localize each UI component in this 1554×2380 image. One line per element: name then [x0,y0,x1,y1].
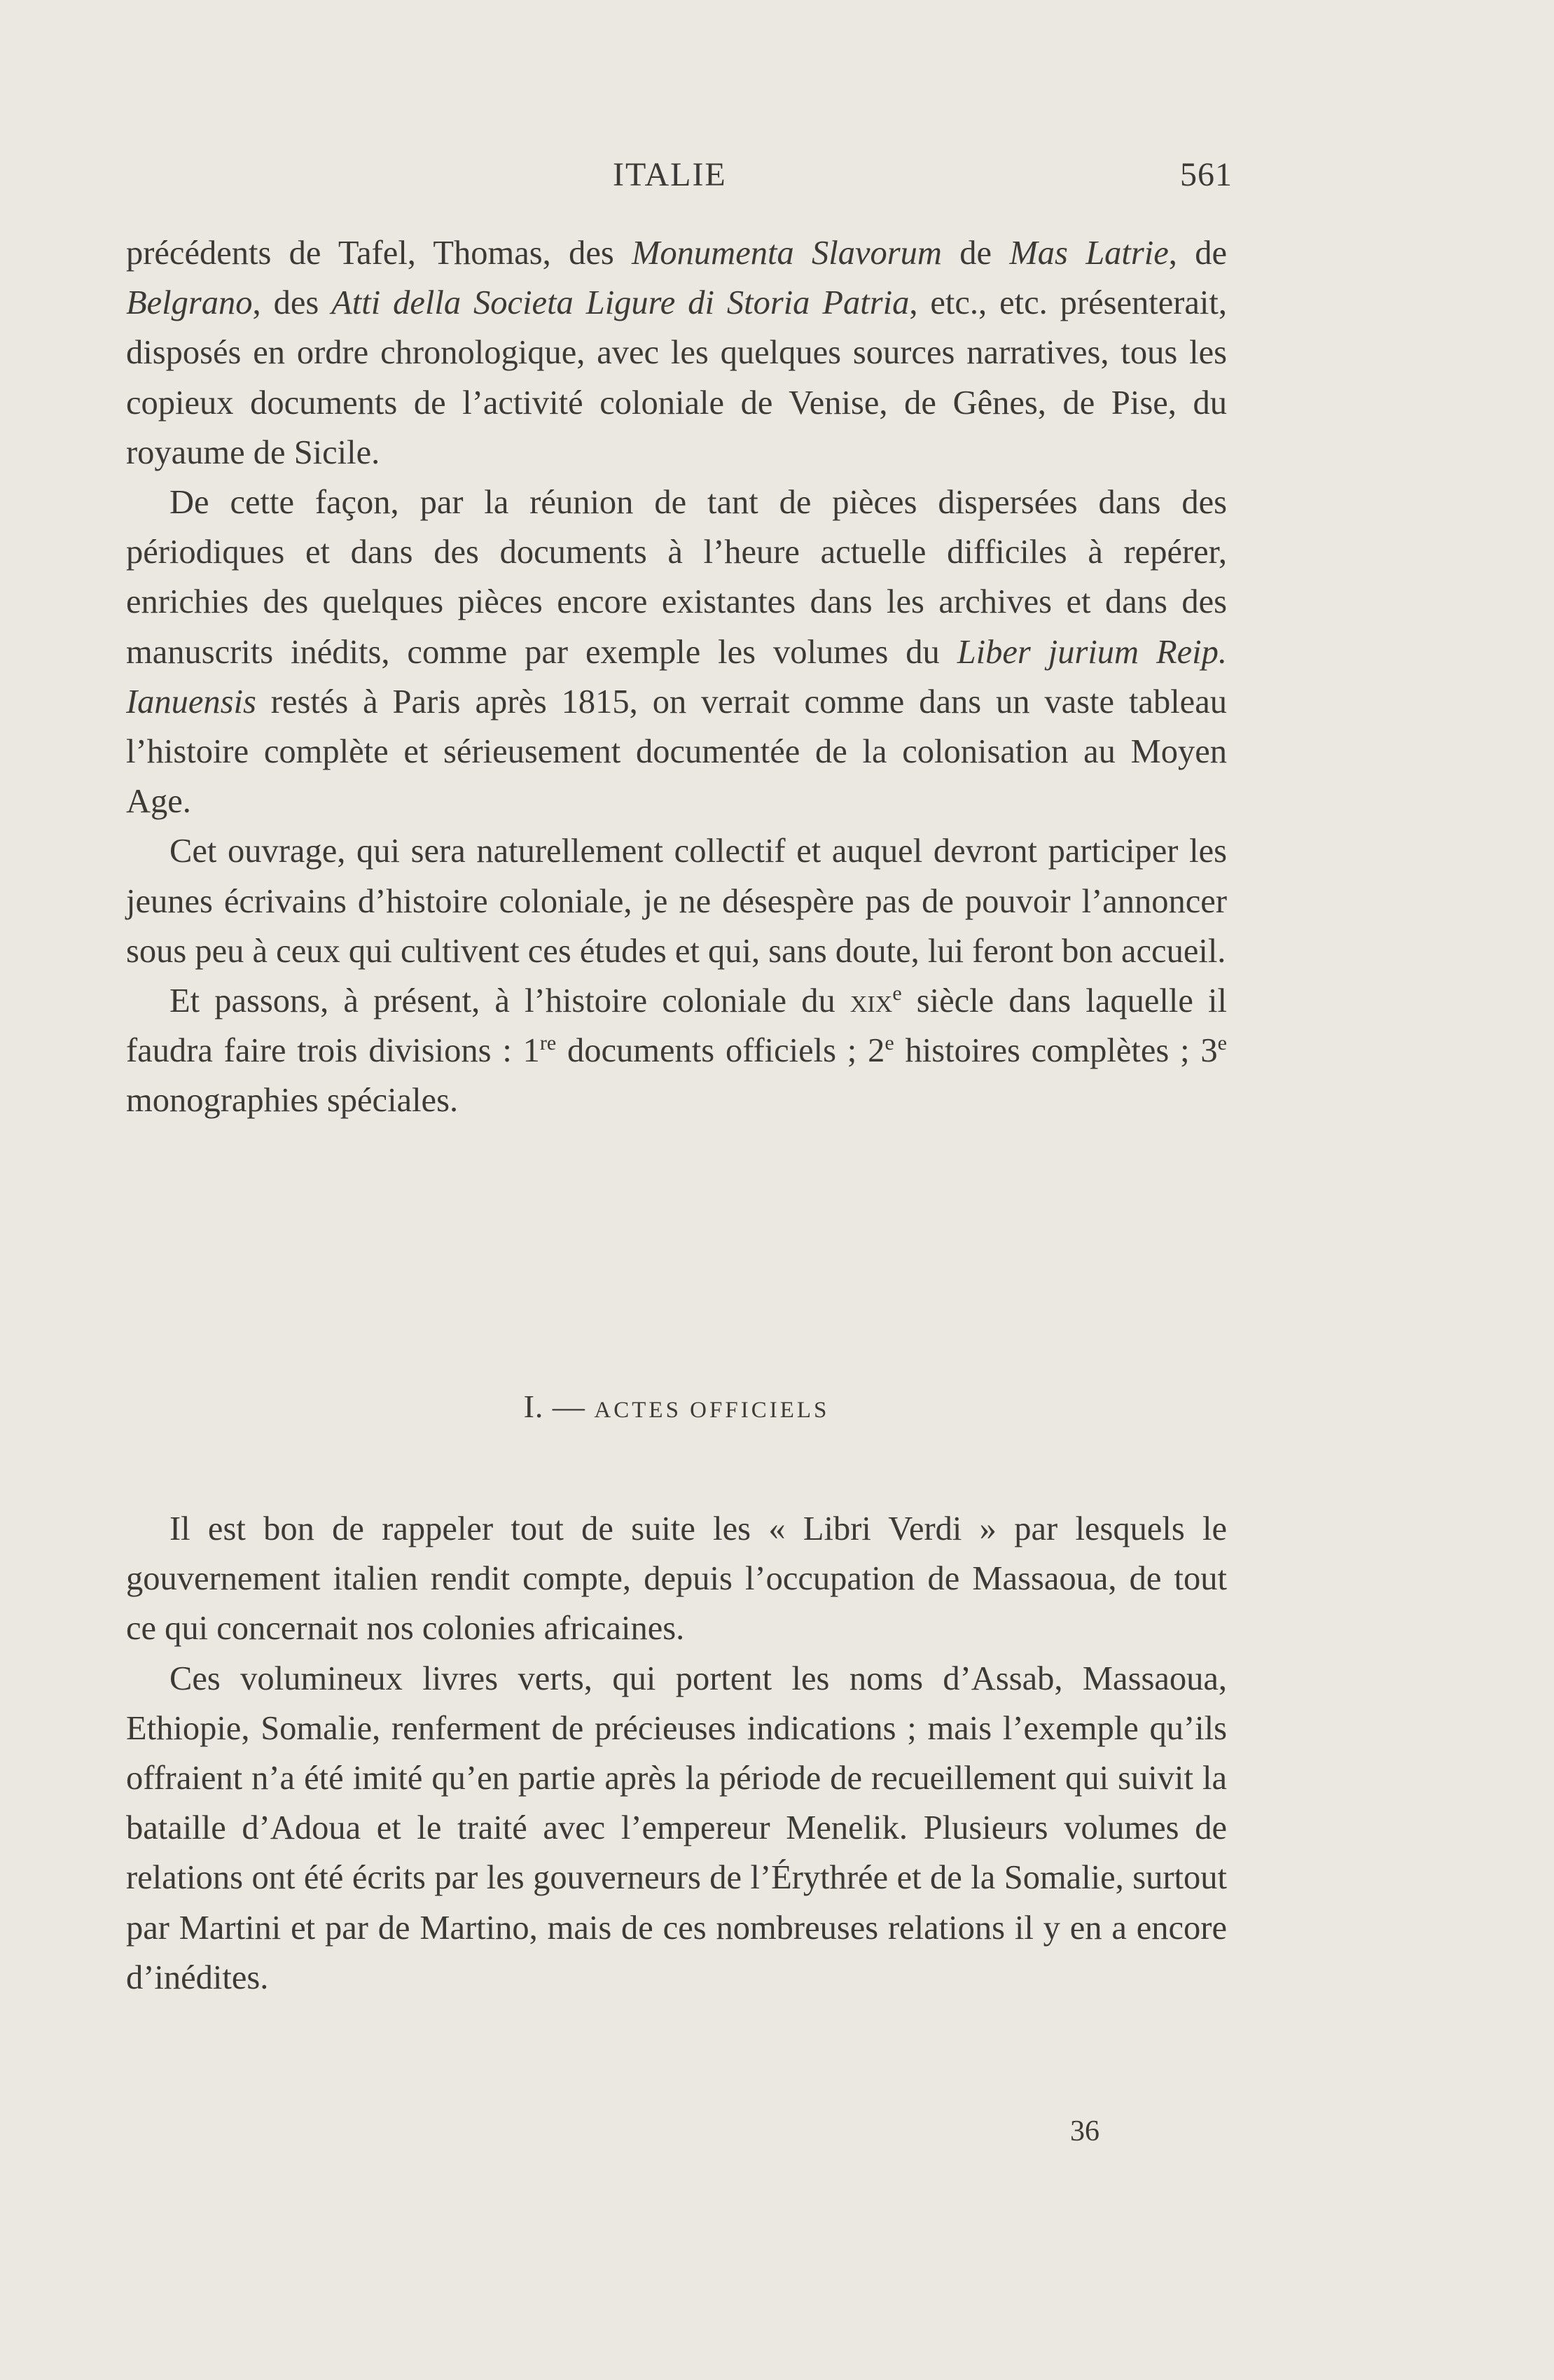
italic-text: Mas Latrie [1009,235,1169,272]
running-head [126,155,1233,204]
page-number: 561 [1180,156,1233,193]
italic-text: Monumenta Slavorum [632,235,942,272]
text-run: histoires complètes ; 3 [894,1032,1218,1070]
text-run: De cette façon, par la réunion de tant de pièces dispersées dans des périodiques et dans des documents à l’heure actuelle difficiles à repérer, enrichies des quelques pièces encore existantes dans les archives et dans des manuscrits inédits, comme par exemple les volumes du [126,484,1227,671]
paragraph [126,976,1227,1126]
text-run: siècle dans laquelle il faudra faire trois divisions : 1 [126,982,1227,1070]
paragraph [126,826,1227,976]
section-heading [126,1388,1227,1425]
superscript-text: e [892,980,902,1005]
italic-text: Liber jurium Reip. Ianuensis [126,633,1228,721]
text-run: de [941,235,1010,272]
body-text-top [126,228,1227,1126]
superscript-text: re [539,1031,557,1055]
text-run: Cet ouvrage, qui sera naturellement collectif et auquel devront participer les jeunes écrivains d’histoire coloniale, je ne désespère pas de pouvoir l’annoncer sous peu à ceux qui cultivent ces études et qui, sans doute, lui feront bon accueil. [126,833,1227,970]
paragraph [126,1504,1227,1654]
signature-mark: 36 [1070,2115,1099,2148]
italic-text: Atti della Societa Ligure di Storia Patria [331,284,910,322]
superscript-text: e [884,1031,894,1055]
text-run: précédents de Tafel, Thomas, des [126,235,632,272]
text-run: , de [1168,235,1227,272]
text-run: documents officiels ; 2 [556,1032,885,1070]
section-title: ACTES OFFICIELS [594,1398,830,1423]
section-number: I. — [523,1389,585,1424]
italic-text: Belgrano [126,284,253,322]
text-run: Et passons, à présent, à l’histoire coloniale du [169,982,850,1020]
text-run: monographies spéciales. [126,1082,459,1120]
text-run: Il est bon de rappeler tout de suite les « Libri Verdi » par lesquels le gouvernement italien rendit compte, depuis l’occupation de Massaoua, de tout ce qui concernait nos colonies africaines. [126,1510,1227,1648]
body-text-bottom [126,1504,1227,2003]
paragraph [126,478,1227,826]
running-title: ITALIE [613,156,727,193]
superscript-text: e [1217,1031,1227,1055]
text-run: , des [252,284,332,322]
text-run: , etc., etc. présenterait, disposés en ordre chronologique, avec les quelques sources narratives, tous les copieux documents de l’activité coloniale de Venise, de Gênes, de Pise, du royaume de Sicile. [126,284,1228,471]
text-run: restés à Paris après 1815, on verrait comme dans un vaste tableau l’histoire complète et sérieusement documentée de la colonisation au Moyen Age. [126,683,1227,821]
small-caps-text: xix [849,982,893,1020]
paragraph [126,228,1227,478]
text-run: Ces volumineux livres verts, qui portent les noms d’Assab, Massaoua, Ethiopie, Somalie, renferment de précieuses indications ; mais l’exemple qu’ils offraient n’a été imité qu’en partie après la période de recueillement qui suivit la bataille d’Adoua et le traité avec l’empereur Menelik. Plusieurs volumes de relations ont été écrits par les gouverneurs de l’Érythrée et de la Somalie, surtout par Martini et par de Martino, mais de ces nombreuses relations il y en a encore d’inédites. [126,1659,1227,1996]
paragraph [126,1654,1227,2003]
